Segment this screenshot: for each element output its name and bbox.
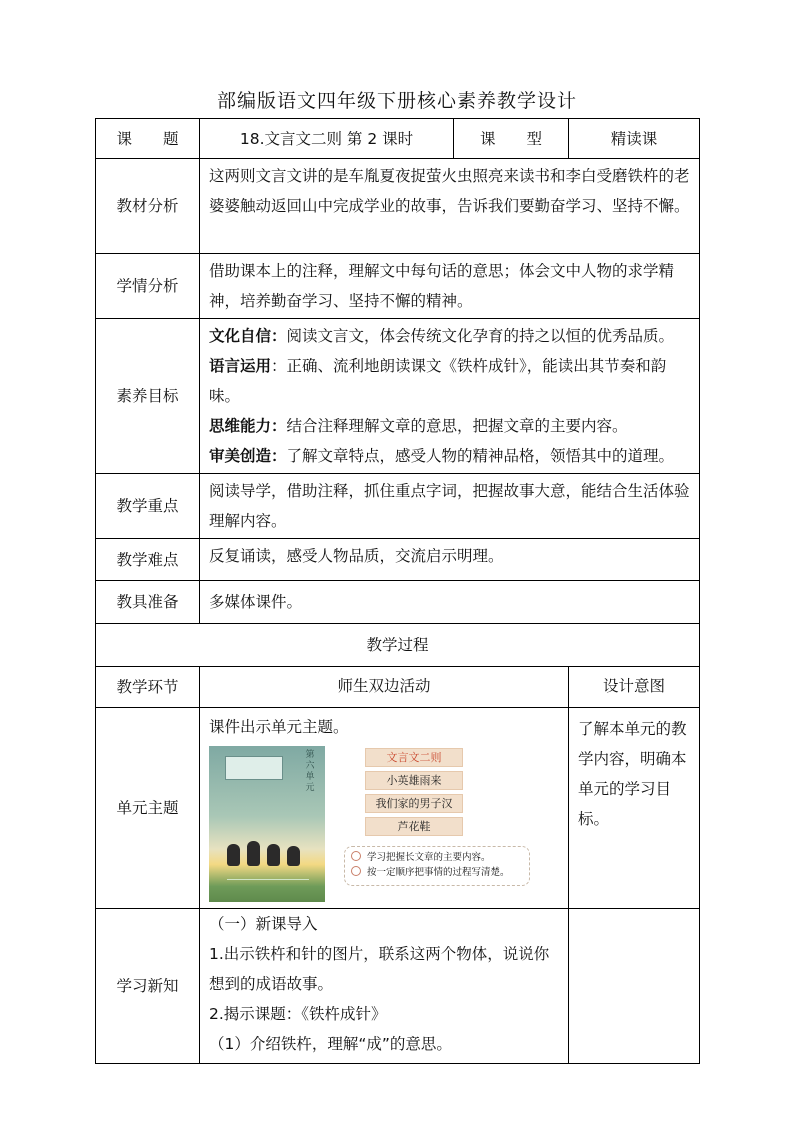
goal-head: 文化自信： [209,327,287,345]
key-points-text: 阅读导学，借助注释，抓住重点字词，把握故事大意，能结合生活体验理解内容。 [200,474,700,539]
cover-caption [227,879,309,896]
type-label: 课 型 [454,119,569,159]
lesson-item: 芦花鞋 [365,817,463,836]
unit-activity [200,708,569,909]
key-points-row [96,474,700,539]
unit-cover-image [209,746,325,902]
new-knowledge-label: 学习新知 [96,909,200,1064]
new-knowledge-intent [569,909,700,1064]
material-row [96,159,700,254]
child-silhouette [247,841,260,866]
material-label: 教材分析 [96,159,200,254]
goal-item [209,321,693,351]
unit-goal [351,850,529,865]
process-title: 教学过程 [96,624,700,667]
unit-label: 单元主题 [96,708,200,909]
type-value: 精读课 [569,119,700,159]
student-text: 借助课本上的注释，理解文中每句话的意思；体会文中人物的求学精神，培养勤奋学习、坚持不懈的精神。 [200,254,700,319]
topic-value: 18.文言文二则 第 2 课时 [200,119,454,159]
lesson-plan-table [95,118,700,1064]
activity-line: 1.出示铁杵和针的图片，联系这两个物体，说说你想到的成语故事。 [209,945,550,993]
child-silhouette [267,844,280,866]
process-col-activity: 师生双边活动 [200,667,569,708]
student-row [96,254,700,319]
process-col-intent: 设计意图 [569,667,700,708]
goal-head: 审美创造： [209,447,287,465]
activity-line: （一）新课导入 [209,915,318,933]
unit-intro: 课件出示单元主题。 [209,718,349,736]
unit-intent: 了解本单元的教学内容，明确本单元的学习目标。 [569,708,700,909]
process-col-stage: 教学环节 [96,667,200,708]
unit-row [96,708,700,909]
circle-bullet-icon [351,866,361,876]
activity-line: 2.揭示课题：《铁杵成针》 [209,1005,387,1023]
tools-row [96,581,700,624]
tools-label: 教具准备 [96,581,200,624]
process-header-row [96,667,700,708]
unit-goals-box [344,846,530,886]
goal-item [209,411,693,441]
cover-note [225,756,283,780]
difficulties-row [96,539,700,581]
topic-label: 课 题 [96,119,200,159]
difficulties-label: 教学难点 [96,539,200,581]
child-silhouette [287,846,300,866]
new-knowledge-activity [200,909,569,1064]
unit-goal [351,865,529,880]
circle-bullet-icon [351,851,361,861]
material-text: 这两则文言文讲的是车胤夏夜捉萤火虫照亮来读书和李白受磨铁杵的老婆婆触动返回山中完成学业的故事，告诉我们要勤奋学习、坚持不懈。 [200,159,700,254]
difficulties-text: 反复诵读，感受人物品质，交流启示明理。 [200,539,700,581]
topic-row [96,119,700,159]
student-label: 学情分析 [96,254,200,319]
lesson-item: 我们家的男子汉 [365,794,463,813]
lesson-item: 小英雄雨来 [365,771,463,790]
document-title: 部编版语文四年级下册核心素养教学设计 [216,90,577,112]
unit-activity-content [200,708,568,908]
unit-goal-text: 学习把握长文章的主要内容。 [367,852,491,863]
goals-label: 素养目标 [96,319,200,474]
goal-item [209,441,693,471]
goal-text: ：正确、流利地朗读课文《铁杵成针》，能读出其节奏和韵味。 [209,357,667,405]
tools-text: 多媒体课件。 [200,581,700,624]
new-knowledge-row [96,909,700,1064]
goal-text: 结合注释理解文章的意思，把握文章的主要内容。 [286,417,628,435]
goal-item [209,351,693,411]
key-points-label: 教学重点 [96,474,200,539]
goals-row [96,319,700,474]
unit-lesson-list [365,748,463,840]
unit-goal-text: 按一定顺序把事情的过程写清楚。 [367,867,510,878]
goal-head: 思维能力： [209,417,287,435]
process-title-row [96,624,700,667]
child-silhouette [227,844,240,866]
cover-unit-number: 第六单元 [305,750,315,793]
goal-head: 语言运用 [209,357,272,375]
activity-line: （1）介绍铁杵，理解“成”的意思。 [209,1035,452,1053]
goal-text: 阅读文言文，体会传统文化孕育的持之以恒的优秀品质。 [286,327,675,345]
goal-text: 了解文章特点，感受人物的精神品格，领悟其中的道理。 [286,447,675,465]
lesson-item: 文言文二则 [365,748,463,767]
goals-list [200,319,700,474]
